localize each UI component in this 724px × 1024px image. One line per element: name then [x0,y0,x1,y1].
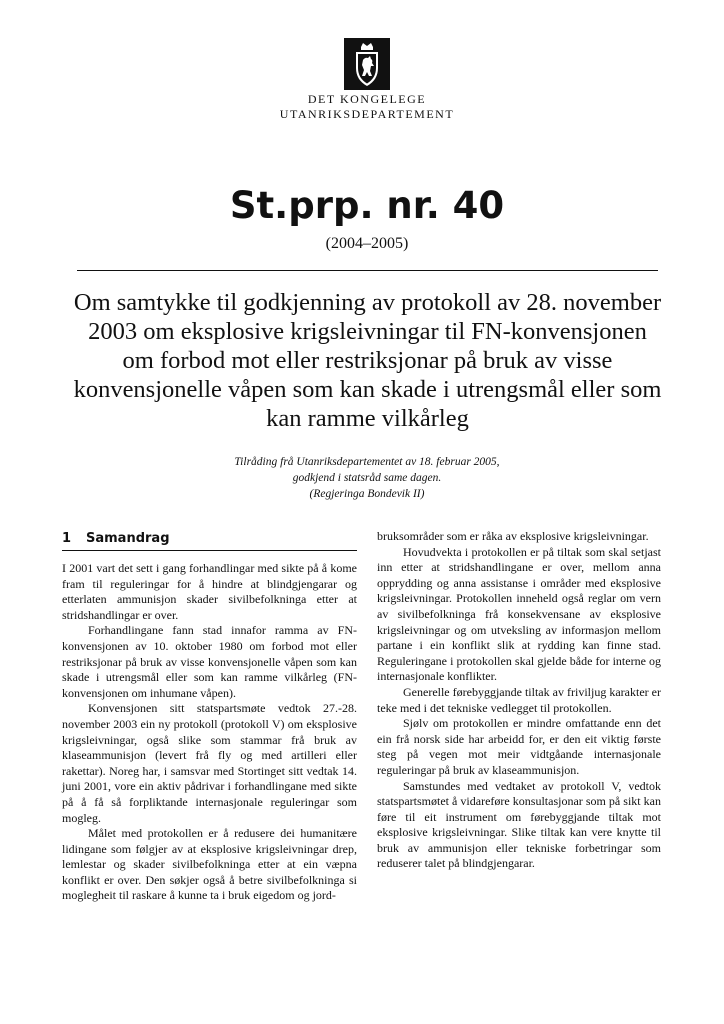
department-line-1: DET KONGELEGE [307,92,427,106]
left-column [62,561,357,904]
byline-line-3: (Regjeringa Bondevik II) [309,488,425,500]
paragraph: Konvensjonen sitt statspartsmøte vedtok 27.-28. november 2003 ein ny protokoll (protokoll V) om eksplosive krigsleivningar, også slike som stammar frå bruk av klaseammunisjon (levert frå fly og med artilleri eller rakettar). Noreg har, i samsvar med Stortinget sitt vedtak 14. juni 2001, vore ein aktiv pådrivar i forhandlingane med sikte på å få så forpliktande internasjonale reguleringar som mogleg. [62,701,357,825]
session-year: (2004–2005) [325,235,409,252]
paragraph: Samstundes med vedtaket av protokoll V, vedtok statspartsmøtet å vidareføre konsultasjonar som på sikt kan føre til eit instrument om førebyggjande tiltak mot eksplosive krigsleivningar. Slike tiltak kan vere knytte til bruk av ammunisjon eller tekniske forbetringar som reduserer talet på blindgjengarar. [377,778,661,871]
page-title: Om samtykke til godkjenning av protokoll av 28. november 2003 om eksplosive krigsleivningar til FN-konvensjonen om forbod mot eller restriksjonar på bruk av visse konvensjonelle våpen som kan skade i utrengsmål eller som kan ramme vilkårleg [73,289,662,432]
byline-line-1: Tilråding frå Utanriksdepartementet av 18. februar 2005, [234,456,500,468]
section-title: Samandrag [86,531,170,546]
department-name [230,92,504,122]
section-divider [62,550,357,551]
department-line-2: UTANRIKSDEPARTEMENT [279,107,455,121]
paragraph: Forhandlingane fann stad innafor ramma av FN-konvensjonen av 10. oktober 1980 om forbod mot eller restriksjonar på bruk av visse konvensjonelle våpen som kan skade i utrengsmål eller som kan ramme vilkårleg (FN-konvensjonen om inhumane våpen). [62,623,357,700]
norwegian-coat-of-arms-icon [344,38,390,90]
byline-line-2: godkjend i statsråd same dagen. [292,472,442,484]
paragraph: I 2001 vart det sett i gang forhandlingar med sikte på å kome fram til reguleringar for å hindre at blindgjengarar og etterlaten ammunisjon skader sivilbefolkninga etter at stridshandlingar er over. [62,561,357,622]
section-number: 1 [62,531,72,546]
paragraph: Generelle førebyggjande tiltak av friviljug karakter er teke med i det tekniske vedlegget til protokollen. [377,684,661,715]
title-divider [77,270,658,271]
coat-of-arms-logo [344,38,390,90]
paragraph: Sjølv om protokollen er mindre omfattande enn det ein frå norsk side har arbeidd for, er den eit viktig første steg på vegen mot meir vidtgåande internasjonale reguleringar på bruk av klaseammunisjon. [377,716,661,777]
document-number: St.prp. nr. 40 [229,184,505,227]
section-heading [62,530,357,550]
right-column [377,529,661,872]
paragraph: bruksområder som er råka av eksplosive krigsleivningar. [377,529,649,543]
paragraph: Hovudvekta i protokollen er på tiltak som skal setjast inn etter at stridshandlingane er over, mellom anna opprydding og anna assistanse i områder med eksplosive krigsleivningar. Protokollen inneheld også reglar om vern av sivilbefolkninga frå konsekvensane av eksplosive krigsleivningar og om utveksling av informasjon mellom partane i ein konflikt slik at rydding kan finne stad. Reguleringane i protokollen skal gjelde både for interne og internasjonale konflikter. [377,544,661,684]
byline [180,454,554,502]
paragraph: Målet med protokollen er å redusere dei humanitære lidingane som følgjer av at eksplosive krigsleivningar drep, lemlestar og skader sivilbefolkninga etter at ein væpna konflikt er over. Den søkjer også å betre sivilbefolkninga si moglegheit til raskare å kunne ta i bruk eigedom og jord- [62,826,357,903]
